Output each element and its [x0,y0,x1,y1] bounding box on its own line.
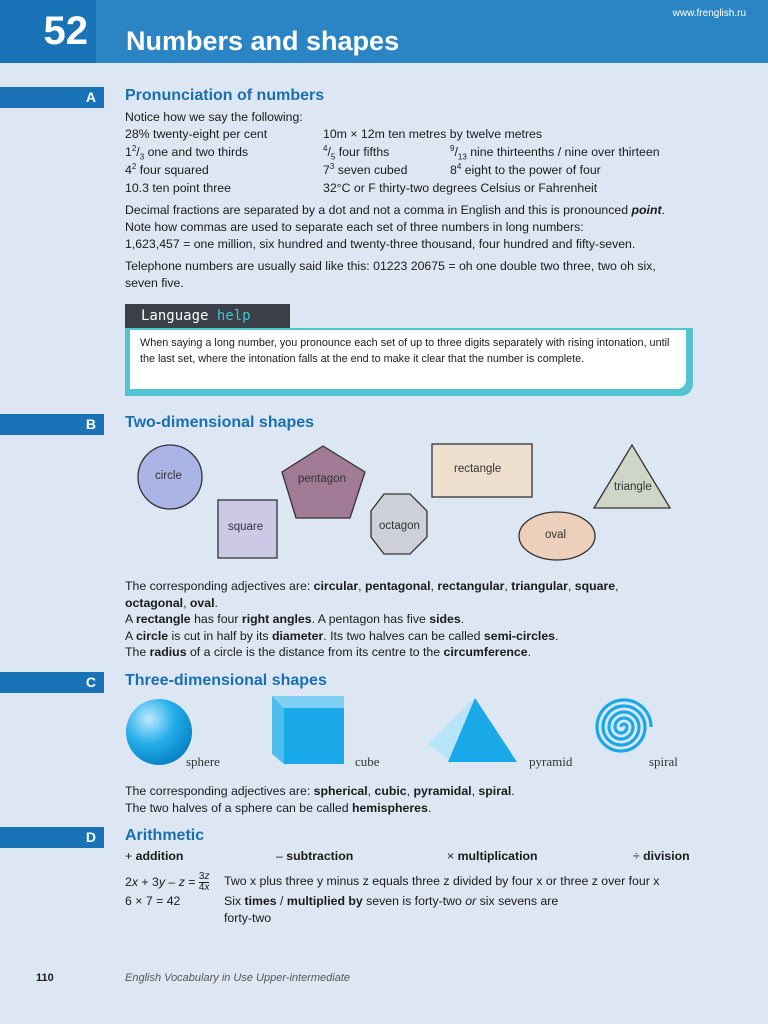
telephone-line-1: Telephone numbers are usually said like this: 01223 20675 = oh one double two three, two oh six, [125,259,656,273]
circle-label: circle [155,470,182,482]
telephone-line-2: seven five. [125,276,184,290]
section-a-title: Pronunciation of numbers [125,87,325,104]
oval-label: oval [545,529,567,541]
book-title: English Vocabulary in Use Upper-intermediate [125,972,351,984]
language-help-text: When saying a long number, you pronounce each set of up to three digits separately with rising intonation, until the last set, where the intonation falls at the end to make it clear that the number is complete. [130,330,686,389]
cube-shape [272,696,344,764]
page-number: 110 [36,972,54,984]
sphere-label: sphere [186,754,220,769]
section-a-letter: A [0,87,104,108]
num-row-3a: $4^2$ four squared [125,161,209,177]
section-b-title: Two-dimensional shapes [125,414,315,431]
sphere-shape [126,699,192,765]
long-number: 1,623,457 = one million, six hundred and twenty-three thousand, four hundred and fifty-seven. [125,237,636,251]
hemispheres-sentence: The two halves of a sphere can be called hemispheres. [125,801,432,815]
op-subtraction: – subtraction [276,849,354,863]
unit-number: 52 [0,0,96,63]
spiral-label: spiral [649,754,678,769]
num-row-2c: $^9/_{13}$ nine thirteenths / nine over thirteen [450,143,660,162]
pyramid-label: pyramid [529,754,573,769]
section-a-intro: Notice how we say the following: [125,110,303,124]
pyramid-shape [428,698,517,762]
decimal-text: Decimal fractions are separated by a dot and not a comma in English and this is pronounced point. [125,203,665,217]
triangle-label: triangle [614,481,652,493]
octagon-label: octagon [379,520,420,532]
cube-label: cube [355,754,380,769]
section-c-title: Three-dimensional shapes [125,672,327,689]
rectangle-sentence: A rectangle has four right angles. A pentagon has five sides. [125,612,465,626]
section-b-letter: B [0,414,104,435]
num-row-3c: $8^4$ eight to the power of four [450,161,601,177]
commas-text: Note how commas are used to separate each set of three numbers in long numbers: [125,220,584,234]
radius-sentence: The radius of a circle is the distance from its centre to the circumference. [125,645,532,659]
site-url[interactable]: www.frenglish.ru [672,8,746,19]
num-row-3b: $7^3$ seven cubed [323,161,408,177]
op-addition: + addition [125,849,184,863]
num-row-4a: 10.3 ten point three [125,181,231,195]
two-d-shapes [120,438,690,578]
triangle-shape [594,445,670,508]
num-row-1b: 10m × 12m ten metres by twelve metres [323,127,543,141]
section-d-letter: D [0,827,104,848]
spiral-shape [597,700,651,751]
op-multiplication: × multiplication [447,849,538,863]
num-row-1a: 28% twenty-eight per cent [125,127,268,141]
pentagon-label: pentagon [298,473,346,485]
section-c-letter: C [0,672,104,693]
section-d-title: Arithmetic [125,827,205,844]
num-row-4b: 32°C or F thirty-two degrees Celsius or Fahrenheit [323,181,598,195]
square-label: square [228,521,264,533]
circle-sentence: A circle is cut in half by its diameter. Its two halves can be called semi-circles. [125,629,559,643]
equation-2: 6 × 7 = 42 [125,894,181,908]
section-b-adjectives: The corresponding adjectives are: circular, pentagonal, rectangular, triangular, square, octagonal, oval. [125,579,619,610]
equation-1-text: Two x plus three y minus z equals three z divided by four x or three z over four x [224,874,660,888]
rectangle-label: rectangle [454,463,502,475]
equation-2-text: Six times / multiplied by seven is forty-two or six sevens are forty-two [224,894,559,925]
language-help-tab: Language help [125,304,290,328]
num-row-2b: $^4/_5$ four fifths [323,143,390,162]
section-c-adjectives: The corresponding adjectives are: spherical, cubic, pyramidal, spiral. [125,784,515,798]
page-title: Numbers and shapes [126,26,400,56]
num-row-2a: $1^2/_3$ one and two thirds [125,143,249,162]
equation-1: 2x + 3y – z = $\frac{3z}{4x}$ [125,871,210,893]
op-division: ÷ division [633,849,690,863]
